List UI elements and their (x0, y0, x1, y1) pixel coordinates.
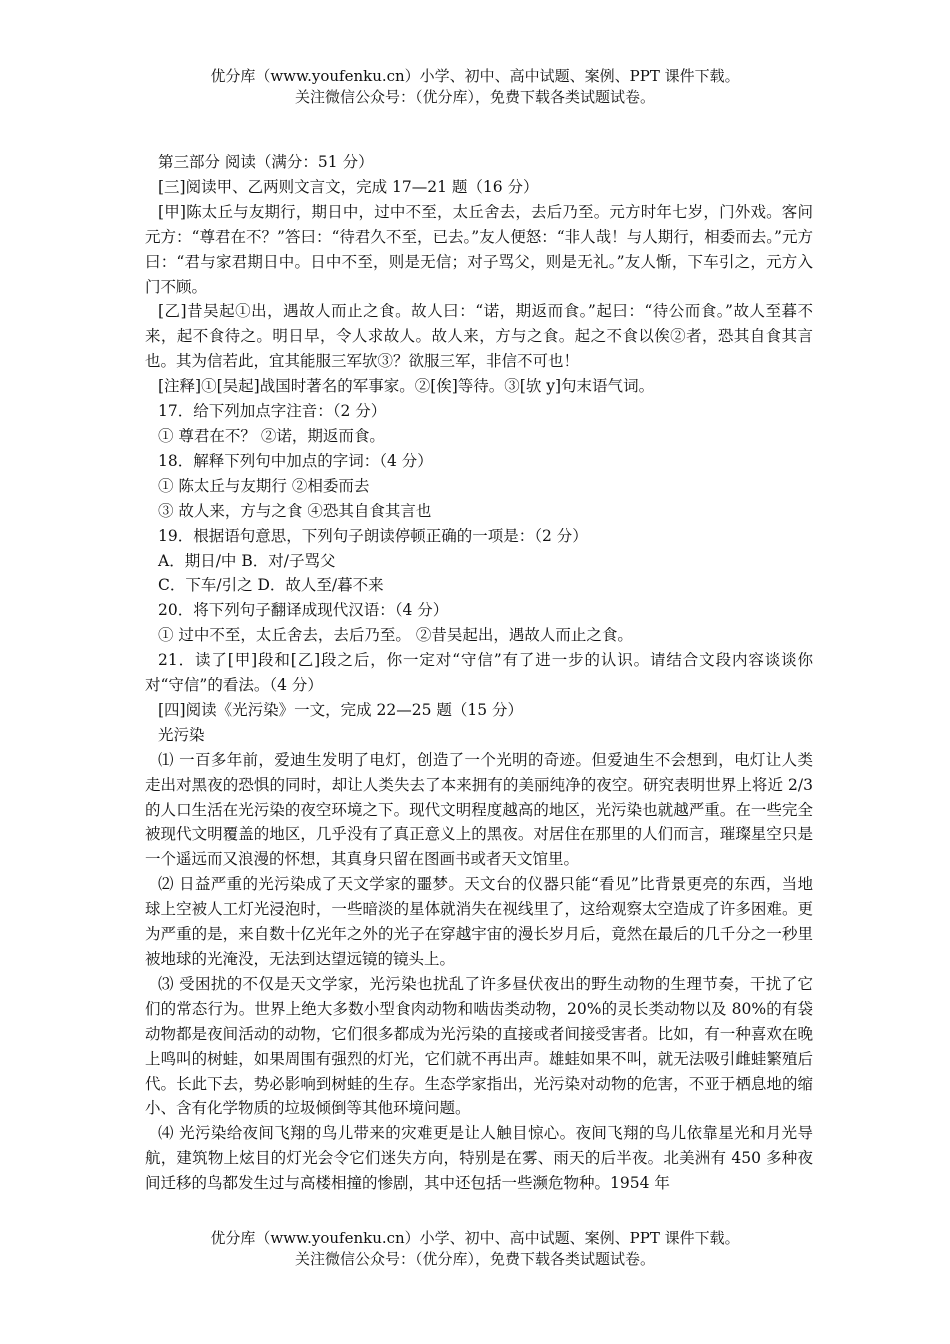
footer-line-2: 关注微信公众号：（优分库），免费下载各类试题试卷。 (294, 1250, 655, 1268)
question-19-options-ab: A．期日/中 B．对/子骂父 (158, 551, 336, 570)
question-20-items: ① 过中不至，太丘舍去，去后乃至。 ②昔吴起出，遇故人而止之食。 (158, 626, 633, 645)
annotation: [注释]①[吴起]战国时著名的军事家。②[俟]等待。③[欤 y]句末语气词。 (158, 377, 655, 396)
article-paragraph-3: ⑶ 受困扰的不仅是天文学家，光污染也扰乱了许多昼伏夜出的野生动物的生理节奏，干扰了它们的常态行为。世界上绝大多数小型食肉动物和啮齿类动物，20%的灵长类动物以及 80%的有袋动物都是夜间活动的动物，它们很多都成为光污染的直接或者间接受害者。比如，有一种喜欢在晚上鸣叫的树蛙，如果周围有强烈的灯光，它们就不再出声。雄蛙如果不叫，就无法吸引雌蛙繁殖后代。长此下去，势必影响到树蛙的生存。生态学家指出，光污染对动物的危害，不亚于栖息地的缩小、含有化学物质的垃圾倾倒等其他环境问题。 (145, 974, 813, 1118)
article-title: 光污染 (158, 725, 205, 744)
article-paragraph-2: ⑵ 日益严重的光污染成了天文学家的噩梦。天文台的仪器只能“看见”比背景更亮的东西，当地球上空被人工灯光浸泡时，一些暗淡的星体就消失在视线里了，这给观察太空造成了许多困难。更为严重的是，来自数十亿光年之外的光子在穿越宇宙的漫长岁月后，竟然在最后的几千分之一秒里被地球的光淹没，无法到达望远镜的镜头上。 (145, 875, 813, 968)
passage-jia: [甲]陈太丘与友期行，期日中，过中不至，太丘舍去，去后乃至。元方时年七岁，门外戏。客问元方：“尊君在不？”答曰：“待君久不至，已去。”友人便怒：“非人哉！与人期行，相委而去。”元方曰：“君与家君期日中。日中不至，则是无信；对子骂父，则是无礼。”友人惭，下车引之，元方入门不顾。 (145, 202, 813, 296)
header-line-1: 优分库（www.youfenku.cn）小学、初中、高中试题、案例、PPT 课件下载。 (210, 67, 740, 85)
question-17-items: ① 尊君在不？ ②诺，期返而食。 (158, 426, 385, 445)
part-title: 第三部分 阅读（满分：51 分） (158, 153, 374, 171)
question-20: 20．将下列句子翻译成现代汉语：（4 分） (158, 601, 449, 620)
question-19: 19．根据语句意思，下列句子朗读停顿正确的一项是：（2 分） (158, 526, 588, 545)
article-paragraph-1: ⑴ 一百多年前，爱迪生发明了电灯，创造了一个光明的奇迹。但爱迪生不会想到，电灯让人类走出对黑夜的恐惧的同时，却让人类失去了本来拥有的美丽纯净的夜空。研究表明世界上将近 2/3 的人口生活在光污染的夜空环境之下。现代文明程度越高的地区，光污染也就越严重。在一些完全被现代文明覆盖的地区，几乎没有了真正意义上的黑夜。对居住在那里的人们而言，璀璨星空只是一个遥远而又浪漫的怀想，其真身只留在图画书或者天文馆里。 (145, 750, 813, 869)
footer-line-1: 优分库（www.youfenku.cn）小学、初中、高中试题、案例、PPT 课件下载。 (210, 1229, 740, 1247)
section-3-title: [三]阅读甲、乙两则文言文，完成 17—21 题（16 分） (158, 177, 539, 196)
question-18-items-2: ③ 故人来，方与之食 ④恐其自食其言也 (158, 501, 432, 520)
section-4-title: [四]阅读《光污染》一文，完成 22—25 题（15 分） (158, 700, 524, 719)
question-18: 18．解释下列句中加点的字词：（4 分） (158, 451, 433, 470)
question-18-items-1: ① 陈太丘与友期行 ②相委而去 (158, 476, 370, 495)
page-header (0, 66, 950, 108)
page-footer (0, 1228, 950, 1270)
question-19-options-cd: C．下车/引之 D．故人至/暮不来 (158, 576, 384, 595)
question-21: 21．读了[甲]段和[乙]段之后，你一定对“守信”有了进一步的认识。请结合文段内容谈谈你对“守信”的看法。（4 分） (145, 651, 813, 695)
exam-content (145, 150, 813, 1196)
question-17: 17．给下列加点字注音：（2 分） (158, 402, 387, 421)
article-paragraph-4: ⑷ 光污染给夜间飞翔的鸟儿带来的灾难更是让人触目惊心。夜间飞翔的鸟儿依靠星光和月光导航，建筑物上炫目的灯光会令它们迷失方向，特别是在雾、雨天的后半夜。北美洲有 450 多种夜间迁移的鸟都发生过与高楼相撞的惨剧，其中还包括一些濒危物种。1954 年 (145, 1124, 813, 1193)
passage-yi: [乙]昔吴起①出，遇故人而止之食。故人曰：“诺，期返而食。”起曰：“待公而食。”故人至暮不来，起不食待之。明日早，令人求故人。故人来，方与之食。起之不食以俟②者，恐其自食其言也。其为信若此，宜其能服三军欤③？欲服三军，非信不可也！ (145, 302, 813, 371)
header-line-2: 关注微信公众号：（优分库），免费下载各类试题试卷。 (294, 88, 655, 106)
